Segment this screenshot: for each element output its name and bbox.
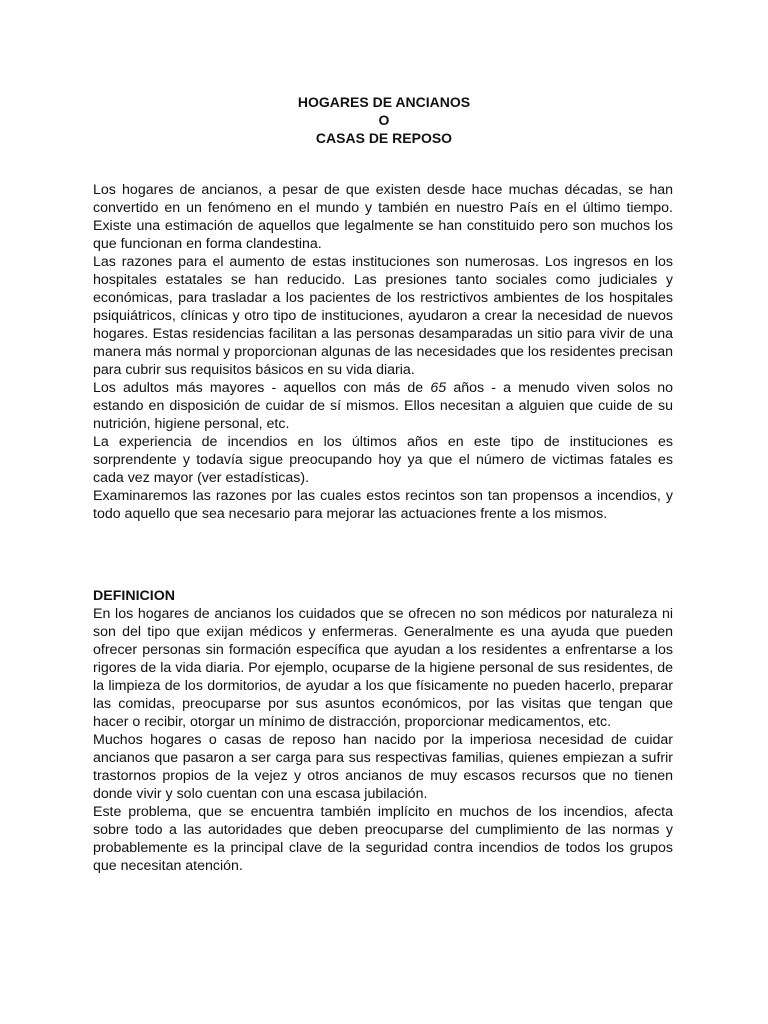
intro-paragraph-5: Examinaremos las razones por las cuales estos recintos son tan propensos a incendios, y todo aquello que sea necesario para mejorar las actuaciones frente a los mismos.: [93, 488, 673, 522]
intro-paragraph-3-end: años - a menudo viven solos no estando en disposición de cuidar de sí mismos. Ellos necesitan a alguien que cuide de su nutrición, higiene personal, etc.: [93, 380, 673, 432]
definition-paragraph-1: En los hogares de ancianos los cuidados que se ofrecen no son médicos por naturaleza ni son del tipo que exijan médicos y enfermeras. Generalmente es una ayuda que pueden ofrecer personas sin formación específica que ayudan a los residentes a enfrentarse a los rigores de la vida diaria. Por ejemplo, ocuparse de la higiene personal de sus residentes, de la limpieza de los dormitorios, de ayudar a los que físicamente no pueden hacerlo, preparar las comidas, preocuparse por sus asuntos económicos, por las visitas que tengan que hacer o recibir, otorgar un mínimo de distracción, proporcionar medicamentos, etc.: [93, 606, 673, 730]
document-title: [0, 93, 768, 147]
title-line-3: CASAS DE REPOSO: [315, 130, 453, 146]
intro-paragraph-2: Las razones para el aumento de estas instituciones son numerosas. Los ingresos en los hospitales estatales se han reducido. Las presiones tanto sociales como judiciales y económicas, para trasladar a los pacientes de los restrictivos ambientes de los hospitales psiquiátricos, clínicas y otro tipo de instituciones, ayudaron a crear la necesidad de nuevos hogares. Estas residencias facilitan a las personas desamparadas un sitio para vivir de una manera más normal y proporcionan algunas de las necesidades que los residentes precisan para cubrir sus requisitos básicos en su vida diaria.: [93, 254, 673, 378]
definition-paragraph-3: Este problema, que se encuentra también implícito en muchos de los incendios, afecta sobre todo a las autoridades que deben preocuparse del cumplimiento de las normas y probablemente es la principal clave de la seguridad contra incendios de todos los grupos que necesitan atención.: [93, 804, 673, 874]
title-line-1: HOGARES DE ANCIANOS: [297, 94, 471, 110]
definition-paragraph-2: Muchos hogares o casas de reposo han nacido por la imperiosa necesidad de cuidar ancianos que pasaron a ser carga para sus respectivas familias, quienes empiezan a sufrir trastornos propios de la vejez y otros ancianos de muy escasos recursos que no tienen donde vivir y solo cuentan con una escasa jubilación.: [93, 732, 673, 802]
intro-paragraph-3: [93, 379, 673, 433]
definition-section: [93, 587, 673, 875]
intro-paragraph-4: La experiencia de incendios en los últimos años en este tipo de instituciones es sorprendente y todavía sigue preocupando hoy ya que el número de victimas fatales es cada vez mayor (ver estadísticas).: [93, 434, 673, 486]
section-heading: DEFINICION: [93, 588, 175, 604]
intro-paragraph-1: Los hogares de ancianos, a pesar de que existen desde hace muchas décadas, se han convertido en un fenómeno en el mundo y también en nuestro País en el último tiempo. Existe una estimación de aquellos que legalmente se han constituido pero son muchos los que funcionan en forma clandestina.: [93, 182, 673, 252]
age-number: 65: [430, 380, 447, 396]
title-line-2: O: [378, 112, 390, 128]
intro-section: [93, 181, 673, 523]
intro-paragraph-3-start: Los adultos más mayores - aquellos con más de: [93, 380, 431, 396]
